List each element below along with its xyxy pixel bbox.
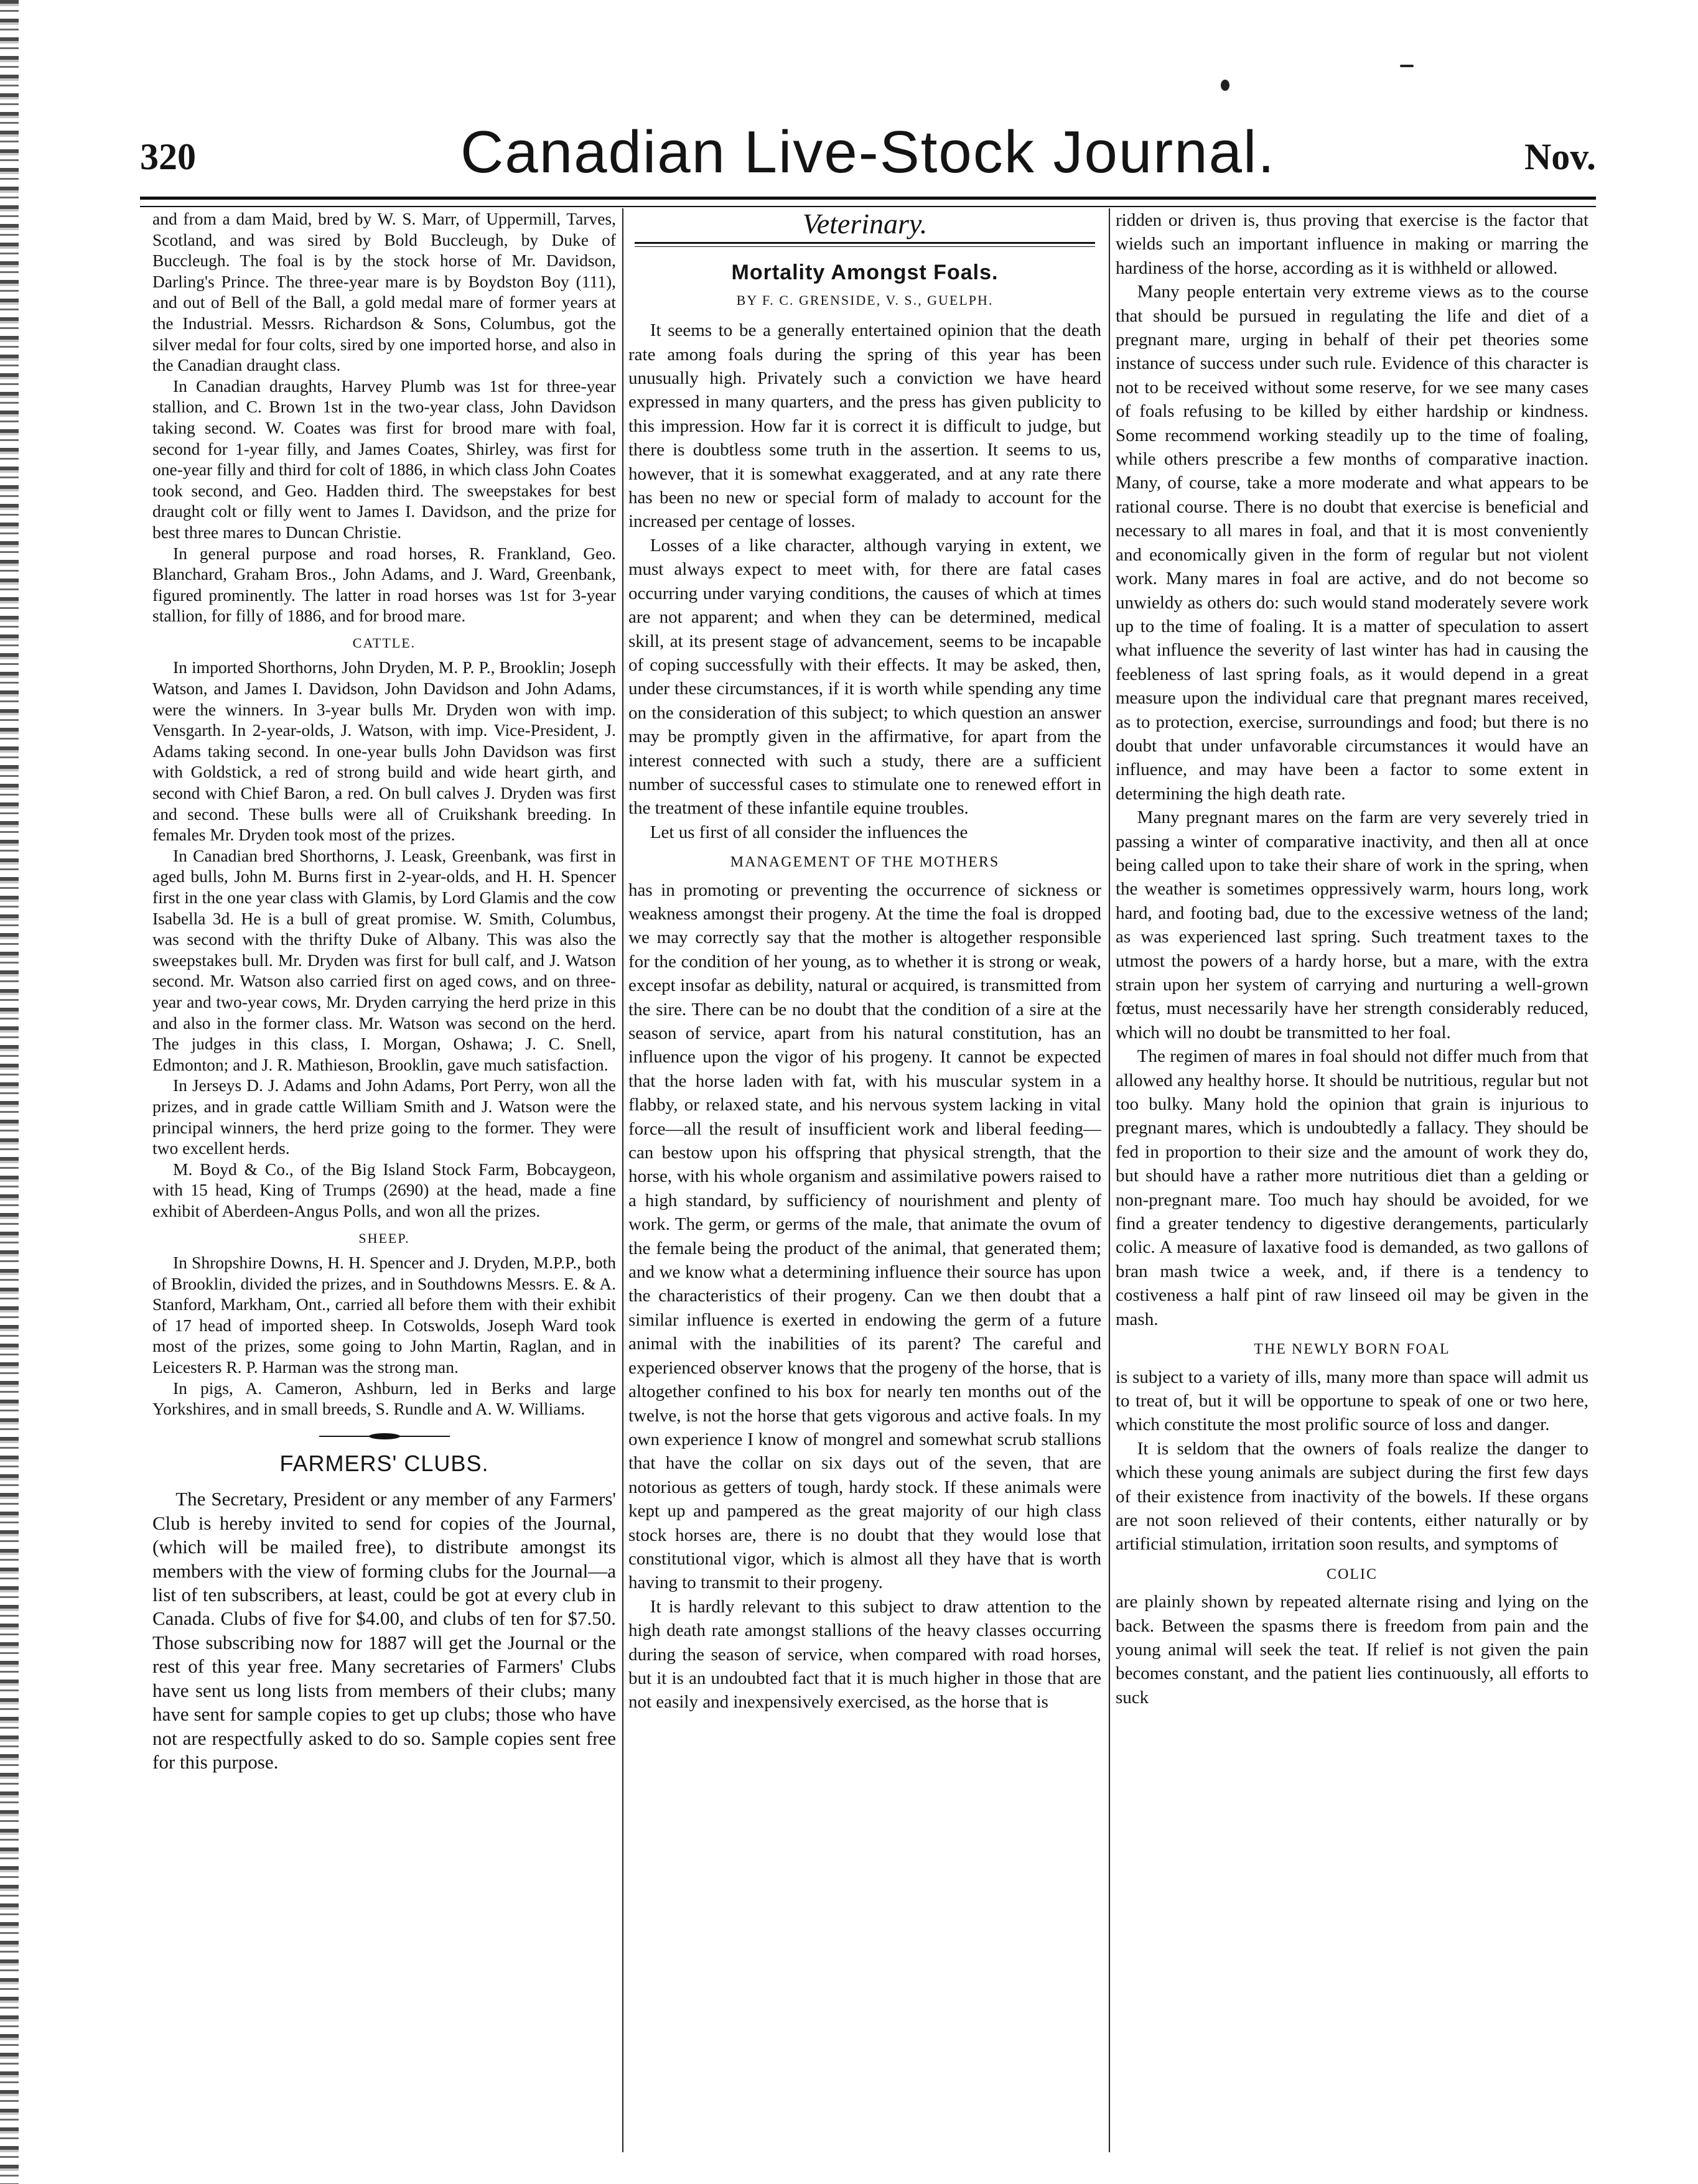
- department-rule: [635, 242, 1095, 247]
- farmers-clubs-body: The Secretary, President or any member of any Farmers' Club is hereby invited to send for copies of the Journal, (which will be mailed free), to distribute amongst its members with the view of forming clubs for the Journal—a list of ten subscribers, at least, could be got at every club in Canada. Clubs of five for $4.00, and clubs of ten for $7.50. Those subscribing now for 1887 will get the Journal or the rest of this year free. Many secretaries of Farmers' Clubs have sent us long lists from members of their clubs; many have sent for sample copies to get up clubs; those who have not are respectfully asked to do so. Sample copies sent free for this purpose.: [152, 1488, 616, 1773]
- ornamental-separator: [319, 1433, 450, 1439]
- paragraph: are plainly shown by repeated alternate rising and lying on the back. Between the spasms there is freedom from pain and the young animal will seek the teat. If relief is not given the pain becomes constant, and the patient lies continuously, all efforts to suck: [1116, 1592, 1588, 1708]
- page-header: [140, 118, 1596, 193]
- article-title: Mortality Amongst Foals.: [731, 261, 999, 285]
- paragraph: It seems to be a generally entertained opinion that the death rate among foals during the spring of this year has been unusually high. Privately such a conviction we have heard expressed in many quarters, and the press has given publicity to this impression. How far it is correct it is difficult to judge, but there is doubtless some truth in the assertion. It seems to us, however, that it is somewhat exaggerated, and at any rate there has been no new or special form of malady to account for the increased per centage of losses.: [628, 320, 1101, 532]
- paragraph: In Jerseys D. J. Adams and John Adams, Port Perry, won all the prizes, and in grade cattle William Smith and J. Watson were the principal winners, the herd prize going to the former. They were two excellent herds.: [152, 1076, 616, 1158]
- paragraph: ridden or driven is, thus proving that exercise is the factor that wields such an important influence in making or marring the hardiness of the horse, according as it is withheld or allowed.: [1116, 210, 1588, 278]
- paragraph: In general purpose and road horses, R. Frankland, Geo. Blanchard, Graham Bros., John Adams, and J. Ward, Greenbank, figured prominently. The latter in road horses was 1st for 3-year stallion, for filly of 1886, and for brood mare.: [152, 543, 616, 626]
- journal-title: Canadian Live-Stock Journal.: [460, 119, 1276, 185]
- paragraph: It is seldom that the owners of foals realize the danger to which these young animals are subject during the first few days of their existence from inactivity of the bowels. If these organs are not soon relieved of their contents, either naturally or by artificial stimulation, irritation soon results, and symptoms of: [1116, 1438, 1588, 1554]
- header-rule: [140, 197, 1596, 207]
- paragraph: Many pregnant mares on the farm are very severely tried in passing a winter of comparative inactivity, and then all at once being called upon to take their share of work in the spring, when the weather is sometimes oppressively warm, hours long, work hard, and footing bad, due to the excessive wetness of the land; as was experienced last spring. Such treatment taxes to the utmost the powers of a hardy horse, but a mare, with the extra strain upon her system of carrying and nurturing a well-grown fœtus, must necessarily have her strength considerably reduced, which will no doubt be transmitted to her foal.: [1116, 807, 1588, 1043]
- paragraph: The regimen of mares in foal should not differ much from that allowed any healthy horse. It should be nutritious, regular but not too bulky. Many hold the opinion that grain is injurious to pregnant mares, which is undoubtedly a fallacy. They should be fed in proportion to their size and the amount of work they do, but should have a rather more nutritious diet than a gelding or non-pregnant mare. Too much hay should be avoided, for we find a greater tendency to digestive derangements, particularly colic. A measure of laxative food is demanded, as two gallons of bran mash twice a week, and, if there is a tendency to costiveness a half pint of raw linseed oil may be given in the mash.: [1116, 1046, 1588, 1329]
- issue-month: Nov.: [1524, 136, 1596, 177]
- section-heading-colic: COLIC: [1327, 1566, 1378, 1582]
- paragraph: M. Boyd & Co., of the Big Island Stock Farm, Bobcaygeon, with 15 head, King of Trumps (2690) at the head, made a fine exhibit of Aberdeen-Angus Polls, and won all the prizes.: [152, 1159, 616, 1220]
- column-veterinary-continued: [1116, 208, 1588, 2155]
- paragraph: It is hardly relevant to this subject to draw attention to the high death rate amongst stallions of the heavy classes occurring during the season of service, when compared with road horses, but it is an undoubted fact that it is much higher in those that are not easily and inexpensively exercised, as the horse that is: [628, 1596, 1101, 1712]
- farmers-clubs-title: FARMERS' CLUBS.: [279, 1450, 489, 1476]
- column-divider: [622, 208, 623, 2152]
- page-number: 320: [140, 136, 196, 177]
- column-divider: [1109, 208, 1110, 2152]
- section-heading-sheep: SHEEP.: [358, 1230, 410, 1246]
- paragraph: In imported Shorthorns, John Dryden, M. P. P., Brooklin; Joseph Watson, and James I. Davidson, John Davidson and John Adams, were the winners. In 3-year bulls Mr. Dryden won with imp. Vensgarth. In 2-year-olds, J. Watson, with imp. Vice-President, J. Adams taking second. In one-year bulls John Davidson was first with Goldstick, a red of strong build and wide heart girth, and second with Chief Baron, a red. On bull calves J. Dryden was first and second. These bulls were all of Cruikshank breeding. In females Mr. Dryden took most of the prizes.: [152, 658, 616, 845]
- section-heading-mothers: MANAGEMENT OF THE MOTHERS: [730, 854, 1000, 871]
- article-byline: BY F. C. GRENSIDE, V. S., GUELPH.: [736, 292, 994, 308]
- ink-speck: [1221, 80, 1229, 91]
- paragraph: Losses of a like character, although varying in extent, we must always expect to meet with, for there are fatal cases occurring under varying conditions, the causes of which at times are not apparent; and when they can be determined, medical skill, at its present stage of advancement, seems to be incapable of coping successfully with their effects. It may be asked, then, under these circumstances, if it is worth while spending any time on the consideration of this subject; to which question an answer may be promptly given in the affirmative, for apart from the interest connected with such a study, there are a sufficient number of successful cases to stimulate one to renewed effort in the treatment of these infantile equine troubles.: [628, 535, 1101, 819]
- column-show-report: [152, 208, 616, 2155]
- paragraph: Many people entertain very extreme views as to the course that should be pursued in regulating the life and diet of a pregnant mare, urging in behalf of their pet theories some instance of success under such rule. Evidence of this character is not to be received without some reserve, for we see many cases of foals refusing to be killed by either hardship or kindness. Some recommend working steadily up to the time of foaling, while others prescribe a few months of comparative inaction. Many, of course, take a more moderate and what appears to be rational course. There is no doubt that exercise is beneficial and necessary to all mares in foal, and that it is most conveniently and economically given in the form of regular but not violent work. Many mares in foal are active, and do not become so unwieldy as others do: such would stand moderately severe work up to the time of foaling. It is a matter of speculation to assert what influence the severity of last winter has had in causing the feebleness of last spring foals, as it would depend in a great measure upon the individual care that pregnant mares received, as to protection, exercise, surroundings and food; but there is no doubt that under unfavorable circumstances it would have an influence, and may have been a factor to some extent in determining the high death rate.: [1116, 282, 1588, 804]
- paragraph: In Canadian draughts, Harvey Plumb was 1st for three-year stallion, and C. Brown 1st in the two-year class, John Davidson taking second. W. Coates was first for brood mare with foal, second for 1-year filly, and James Coates, Shirley, was first for one-year filly and third for colt of 1886, in which class John Coates took second, and Geo. Hadden third. The sweepstakes for best draught colt or filly went to James I. Davidson, and the prize for best three mares to Duncan Christie.: [152, 376, 616, 542]
- paragraph: In Shropshire Downs, H. H. Spencer and J. Dryden, M.P.P., both of Brooklin, divided the prizes, and in Southdowns Messrs. E. & A. Stanford, Markham, Ont., carried all before them with their exhibit of 17 head of imported sheep. In Cotswolds, Joseph Ward took most of the prizes, some going to John Martin, Raglan, and in Leicesters R. P. Harman was the strong man.: [152, 1253, 616, 1377]
- paragraph: is subject to a variety of ills, many more than space will admit us to treat of, but it will be opportune to speak of one or two here, which constitute the most prolific source of loss and danger.: [1116, 1367, 1588, 1435]
- ink-speck: [1400, 65, 1414, 67]
- paragraph: and from a dam Maid, bred by W. S. Marr, of Uppermill, Tarves, Scotland, and was sired by Bold Buccleugh, by Duke of Buccleugh. The foal is by the stock horse of Mr. Davidson, Darling's Prince. The three-year mare is by Boydston Boy (111), and out of Bell of the Ball, a gold medal mare of former years at the Industrial. Messrs. Richardson & Sons, Columbus, got the silver medal for four colts, sired by one imported horse, and also in the Canadian draught class.: [152, 209, 616, 375]
- paragraph: Let us first of all consider the influences the: [650, 822, 968, 842]
- section-heading-cattle: CATTLE.: [352, 634, 416, 651]
- page-binding-edge: [0, 0, 19, 2184]
- department-title: Veterinary.: [802, 208, 928, 239]
- section-heading-newborn: THE NEWLY BORN FOAL: [1254, 1341, 1450, 1358]
- paragraph: has in promoting or preventing the occurrence of sickness or weakness amongst their progeny. At the time the foal is dropped we may correctly say that the mother is altogether responsible for the condition of her young, as to whether it is strong or weak, except insofar as debility, natural or acquired, is transmitted from the sire. There can be no doubt that the condition of a sire at the season of service, apart from his natural constitution, has an influence upon the vigor of his progeny. It cannot be expected that the horse laden with fat, with his muscular system in a flabby, or relaxed state, and his nervous system lacking in vital force—all the result of insufficient work and liberal feeding—can bestow upon his offspring that physical strength, that the horse, with his whole organism and assimilative powers raised to a high standard, by sufficiency of nourishment and plenty of work. The germ, or germs of the male, that animate the ovum of the female being the product of the animal, that generated them; and we know what a determining influence their source has upon the characteristics of their progeny. Can we then doubt that a similar influence is exerted in endowing the germ of a future animal with the inabilities of its parent? The careful and experienced observer knows that the progeny of the horse, that is altogether confined to his box for nearly ten months out of the twelve, is not the horse that gets vigorous and active foals. In my own experience I know of mongrel and somewhat scrub stallions that have the collar on six days out of the seven, that are notorious as getters of tough, hardy stock. If these animals were kept up and pampered as the great majority of our high class stock horses are, there is no doubt that they would lose that constitutional vigor, which is almost all they have that is worth having to transmit to their progeny.: [628, 880, 1101, 1593]
- paragraph: In Canadian bred Shorthorns, J. Leask, Greenbank, was first in aged bulls, John M. Burns first in 2-year-olds, and H. H. Spencer first in the one year class with Glamis, by Lord Glamis and the cow Isabella 3d. He is a bull of great promise. W. Smith, Columbus, was second with the thrifty Duke of Albany. This was also the sweepstakes bull. Mr. Dryden was first for bull calf, and J. Watson second. Mr. Watson also carried first on aged cows, and on three-year and two-year cows, Mr. Dryden carrying the herd prize in this and also in the former class. Mr. Watson was second on the herd. The judges in this class, I. Morgan, Oshawa; J. C. Snell, Edmonton; and J. R. Mathieson, Brooklin, gave much satisfaction.: [152, 845, 616, 1074]
- paragraph: In pigs, A. Cameron, Ashburn, led in Berks and large Yorkshires, and in small breeds, S. Rundle and A. W. Williams.: [152, 1378, 616, 1419]
- column-veterinary: [628, 208, 1101, 2155]
